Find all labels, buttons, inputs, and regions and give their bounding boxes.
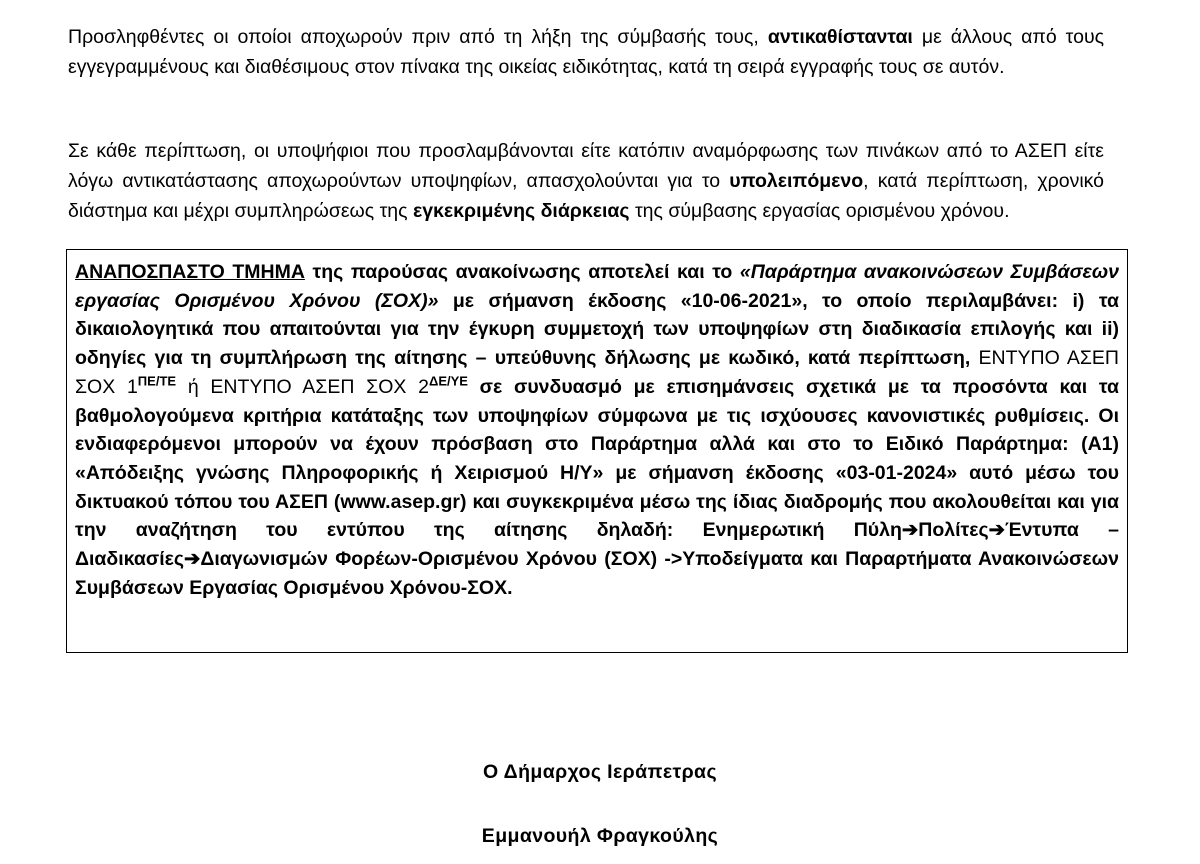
boxed-note-path-step-4: Διαγωνισμών Φορέων-Ορισμένου Χρόνου (ΣΟΧ) ->Υποδείγματα και Παραρτήματα Ανακοινώσεων Συμβάσεων Εργασίας Ορισμένου Χρόνου-ΣΟΧ. <box>75 548 1119 599</box>
boxed-note-heading: ΑΝΑΠΟΣΠΑΣΤΟ ΤΜΗΜΑ <box>75 261 305 283</box>
boxed-note-content <box>75 258 1119 602</box>
paragraph-duration-rule <box>68 136 1104 226</box>
paragraph-2-text-part-2: , κατά περίπτωση, χρονικό διάστημα και μέχρι συμπληρώσεως της <box>68 169 1105 222</box>
boxed-note-edition-date-1: «10-06-2021» <box>680 289 803 312</box>
boxed-note-text-4: σε συνδυασμό με επισημάνσεις σχετικά με τα προσόντα και τα βαθμολογούμενα κριτήρια κατάταξης των υποψηφίων σύμφωνα με τις ισχύουσες κανονιστικές ρυθμίσεις. Οι ενδιαφερόμενοι μπορούν να έχουν πρόσβαση στο Παράρτημα αλλά και στο το Ειδικό Παράρτημα: (Α1) «Απόδειξης γνώσης Πληροφορικής ή Χειρισμού Η/Υ» με σήμανση έκδοσης <box>75 375 1119 484</box>
signature-name: Εμμανουήλ Φραγκούλης <box>481 825 719 847</box>
paragraph-1-text-part-1: Προσληφθέντες οι οποίοι αποχωρούν πριν από τη λήξη της σύμβασής τους, <box>68 25 768 48</box>
boxed-note-form-2: ΕΝΤΥΠΟ ΑΣΕΠ ΣΟΧ 2 <box>210 375 429 398</box>
paragraph-2-text-part-1: Σε κάθε περίπτωση, οι υποψήφιοι που προσλαμβάνονται είτε κατόπιν αναμόρφωσης των πινάκων από το ΑΣΕΠ είτε λόγω αντικατάστασης αποχωρούντων υποψηφίων, απασχολούνται για το <box>68 139 1104 192</box>
boxed-note-form-1-superscript: ΠΕ/ΤΕ <box>137 373 177 389</box>
boxed-note-path-step-2: Πολίτες <box>918 519 989 542</box>
arrow-right-icon-1: ➔ <box>901 519 919 542</box>
paragraph-1-emphasis-1: αντικαθίστανται <box>767 25 913 48</box>
signature-role: Ο Δήμαρχος Ιεράπετρας <box>483 761 717 783</box>
paragraph-replacement-rule <box>68 22 1104 82</box>
arrow-right-icon-2: ➔ <box>988 519 1005 542</box>
boxed-note-text-1: της παρούσας ανακοίνωσης αποτελεί και το <box>304 261 740 283</box>
boxed-note-edition-date-2: «03-01-2024» <box>835 461 958 484</box>
paragraph-2-emphasis-2: εγκεκριμένης διάρκειας <box>412 199 630 222</box>
boxed-note-text-2: με σήμανση έκδοσης <box>438 289 681 312</box>
boxed-note-conjunction: ή <box>176 375 211 398</box>
paragraph-2-emphasis-1: υπολειπόμενο <box>729 169 864 192</box>
boxed-note-form-1: ΕΝΤΥΠΟ ΑΣΕΠ ΣΟΧ 1 <box>75 347 1119 398</box>
boxed-note-path-step-3: Έντυπα – Διαδικασίες <box>75 519 1119 571</box>
boxed-note <box>66 249 1128 653</box>
paragraph-1-text-part-2: με άλλους από τους εγγεγραμμένους και διαθέσιμους στον πίνακα της οικείας ειδικότητας, κατά τη σειρά εγγραφής τους σε αυτόν. <box>68 25 1104 78</box>
boxed-note-text-5: αυτό μέσω του δικτυακού τόπου του ΑΣΕΠ (www.asep.gr) και συγκεκριμένα μέσω της ίδιας διαδρομής που ακολουθείται και για την αναζήτηση του εντύπου της αίτησης δηλαδή: <box>75 461 1119 542</box>
boxed-note-path-step-1: Ενημερωτική Πύλη <box>702 519 902 542</box>
arrow-right-icon-3: ➔ <box>184 548 201 571</box>
boxed-note-annex-title: «Παράρτημα ανακοινώσεων Συμβάσεων εργασίας Ορισμένου Χρόνου (ΣΟΧ)» <box>75 261 1119 312</box>
boxed-note-text-3: , το οποίο περιλαμβάνει: i) τα δικαιολογητικά που απαιτούνται για την έγκυρη συμμετοχή των υποψηφίων στη διαδικασία επιλογής και ii) οδηγίες για τη συμπλήρωση της αίτησης – υπεύθυνης δήλωσης με κωδικό, κατά περίπτωση, <box>75 289 1119 370</box>
paragraph-2-text-part-3: της σύμβασης εργασίας ορισμένου χρόνου. <box>629 199 1010 222</box>
boxed-note-form-2-superscript: ΔΕ/ΥΕ <box>428 373 468 389</box>
